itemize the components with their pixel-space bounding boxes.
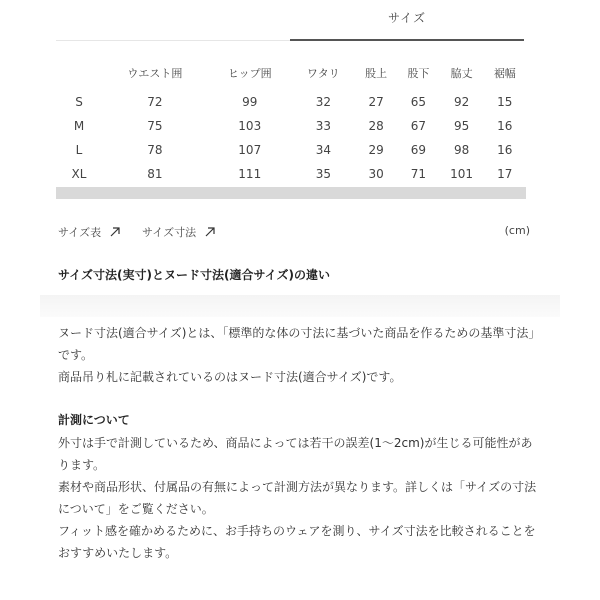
size-links-row [58,224,528,242]
table-cell: M [73,119,85,133]
table-cell: 75 [147,119,163,133]
arrow-up-right-icon [109,226,121,238]
table-cell: 111 [238,167,262,181]
table-cell: 78 [147,143,163,157]
horizontal-scrollbar[interactable] [56,187,526,199]
table-cell: 34 [315,143,332,157]
table-cell: 92 [453,95,470,109]
table-cell: 15 [497,95,513,109]
table-header-cell: ワタリ [306,67,340,80]
table-header-cell: 股上 [365,67,388,80]
explanation-paragraph: ヌード寸法(適合サイズ)とは、「標準的な体の寸法に基づいた商品を作るための基準寸法」です。 [58,326,535,362]
table-cell: 107 [238,143,262,157]
measurement-title: 計測について [58,413,130,427]
table-cell: XL [71,167,87,181]
table-cell: 27 [368,95,384,109]
table-header-cell: 股下 [407,67,430,80]
table-header-row [56,56,526,90]
section-title: サイズ寸法(実寸)とヌード寸法(適合サイズ)の違い [58,268,331,282]
table-header-cell: ヒップ囲 [227,67,272,80]
table-header-cell [56,56,102,90]
table-cell: 33 [315,119,332,133]
size-guide-link[interactable] [142,224,216,240]
table-cell: 72 [147,95,163,109]
table-cell: S [75,95,83,109]
table-row [56,90,526,114]
divider-band [40,295,560,317]
tab-bar [0,0,600,44]
table-cell: 16 [497,119,513,133]
unit-label: (cm) [504,224,530,237]
table-row [56,162,526,186]
table-cell: L [75,143,83,157]
table-cell: 30 [368,167,384,181]
table-cell: 95 [453,119,470,133]
table-cell: 16 [497,143,513,157]
table-row [56,138,526,162]
size-chart-link-label: サイズ表 [58,226,102,239]
size-guide-link-label: サイズ寸法 [142,226,197,239]
table-cell: 28 [368,119,384,133]
table-cell: 103 [238,119,262,133]
tab-size[interactable]: サイズ [387,11,427,25]
table-cell: 99 [242,95,258,109]
measurement-paragraph: 素材や商品形状、付属品の有無によって計測方法が異なります。詳しくは「サイズの寸法について」をご覧ください。 [58,480,537,516]
table-cell: 32 [315,95,332,109]
table-header-cell: ウエスト囲 [127,67,183,80]
table-cell: 98 [453,143,470,157]
table-cell: 35 [315,167,332,181]
table-cell: 101 [450,167,474,181]
table-cell: 17 [497,167,513,181]
table-cell: 81 [147,167,163,181]
measurement-paragraph: フィット感を確かめるために、お手持ちのウェアを測り、サイズ寸法を比較されることをおすすめいたします。 [58,524,536,560]
explanation-paragraph: 商品吊り札に記載されているのはヌード寸法(適合サイズ)です。 [58,370,402,384]
table-row [56,114,526,138]
table-header-cell: 脇丈 [450,67,473,80]
table-cell: 69 [410,143,427,157]
tab-divider [56,40,290,41]
size-table [56,56,526,186]
table-header-cell: 裾幅 [493,67,516,80]
size-chart-link[interactable] [58,224,121,240]
table-cell: 65 [410,95,427,109]
measurement-paragraph: 外寸は手で計測しているため、商品によっては若干の誤差(1〜2cm)が生じる可能性があります。 [58,436,533,472]
table-cell: 71 [410,167,427,181]
tab-active-indicator [290,39,524,41]
table-cell: 29 [368,143,384,157]
table-cell: 67 [410,119,427,133]
arrow-up-right-icon [204,226,216,238]
